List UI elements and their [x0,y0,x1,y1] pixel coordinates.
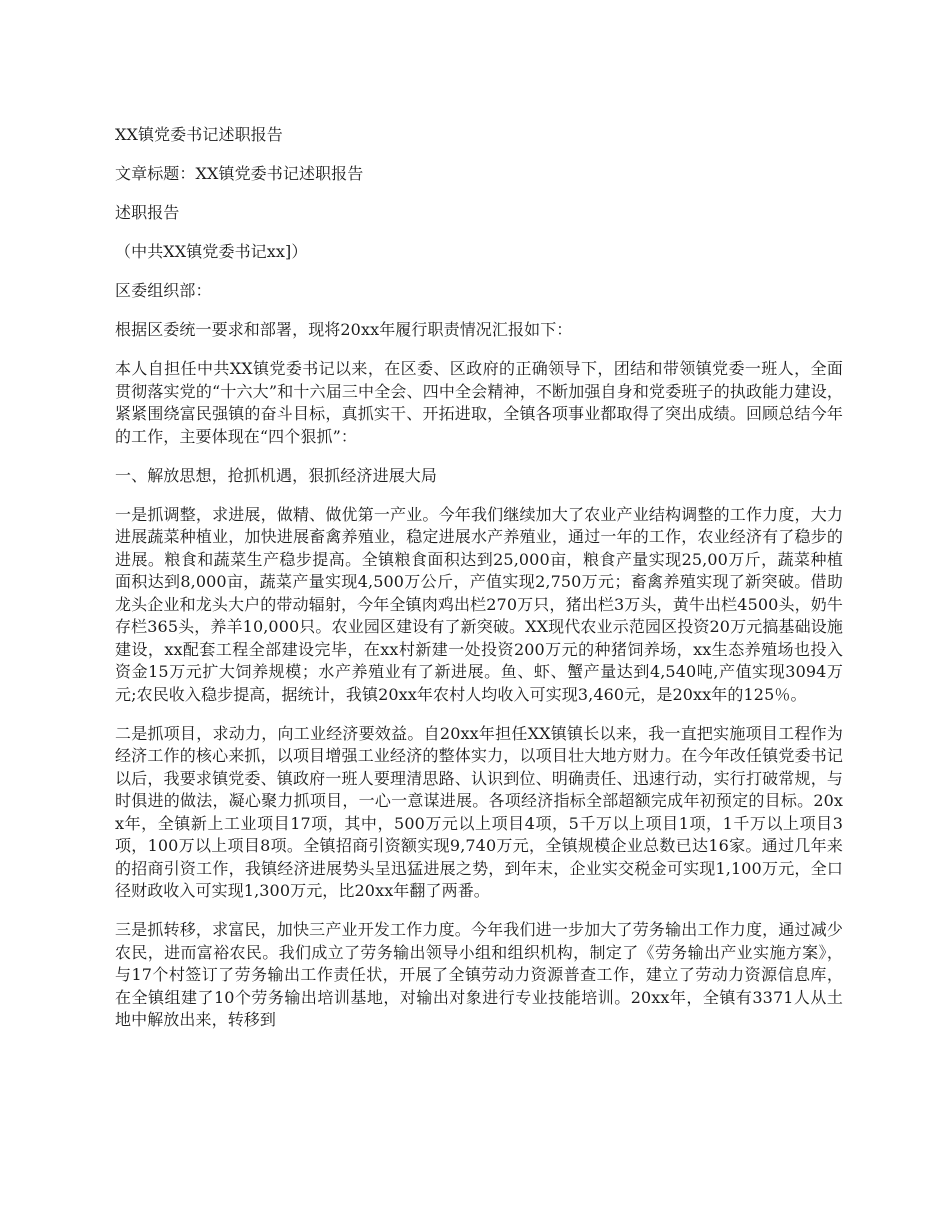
article-title: 文章标题：XX镇党委书记述职报告 [115,164,364,183]
agriculture-paragraph: 一是抓调整，求进展，做精、做优第一产业。今年我们继续加大了农业产业结构调整的工作力度，大力进展蔬菜种植业，加快进展畜禽养殖业，稳定进展水产养殖业，通过一年的工作，农业经济有了稳步的进展。粮食和蔬菜生产稳步提高。全镇粮食面积达到25,000亩，粮食产量实现25,00万斤，蔬菜种植面积达到8,000亩，蔬菜产量实现4,500万公斤，产值实现2,750万元；畜禽养殖实现了新突破。借助龙头企业和龙头大户的带动辐射，今年全镇肉鸡出栏270万只，猪出栏3万头，黄牛出栏4500头，奶牛存栏365头，养羊10,000只。农业园区建设有了新突破。XX现代农业示范园区投资20万元搞基础设施建设，xx配套工程全部建设完毕，在xx村新建一处投资200万元的种猪饲养场，xx生态养殖场也投入资金15万元扩大饲养规模；水产养殖业有了新进展。鱼、虾、蟹产量达到4,540吨,产值实现3094万元;农民收入稳步提高，据统计，我镇20xx年农村人均收入可实现3,460元，是20xx年的125％。 [115,504,843,704]
intro-paragraph: 根据区委统一要求和部署，现将20xx年履行职责情况汇报如下： [115,320,573,339]
section-heading: 一、解放思想，抢抓机遇，狠抓经济进展大局 [115,465,438,485]
recipient-line: 区委组织部： [115,281,212,300]
document-page [115,124,843,1048]
document-title: XX镇党委书记述职报告 [115,125,283,144]
industry-paragraph: 二是抓项目，求动力，向工业经济要效益。自20xx年担任XX镇镇长以来，我一直把实施项目工程作为经济工作的核心来抓，以项目增强工业经济的整体实力，以项目壮大地方财力。在今年改任镇党委书记以后，我要求镇党委、镇政府一班人要理清思路、认识到位、明确责任、迅速行动，实行打破常规，与时俱进的做法，凝心聚力抓项目，一心一意谋进展。各项经济指标全部超额完成年初预定的目标。20xx年，全镇新上工业项目17项，其中，500万元以上项目4项，5千万以上项目1项，1千万以上项目3项，100万以上项目8项。全镇招商引资额实现9,740万元，全镇规模企业总数已达16家。通过几年来的招商引资工作，我镇经济进展势头呈迅猛进展之势，到年末，企业实交税金可实现1,100万元，全口径财政收入可实现1,300万元，比20xx年翻了两番。 [115,723,843,900]
document-subtitle: 述职报告 [115,203,180,222]
labor-paragraph: 三是抓转移，求富民，加快三产业开发工作力度。今年我们进一步加大了劳务输出工作力度，通过减少农民，进而富裕农民。我们成立了劳务输出领导小组和组织机构，制定了《劳务输出产业实施方案》，与17个村签订了劳务输出工作责任状，开展了全镇劳动力资源普查工作，建立了劳动力资源信息库，在全镇组建了10个劳务输出培训基地，对输出对象进行专业技能培训。20xx年，全镇有3371人从土地中解放出来，转移到 [115,920,843,1029]
author-line: （中共XX镇党委书记xx]） [115,242,308,261]
overview-paragraph: 本人自担任中共XX镇党委书记以来，在区委、区政府的正确领导下，团结和带领镇党委一班人，全面贯彻落实党的“十六大”和十六届三中全会、四中全会精神，不断加强自身和党委班子的执政能力建设，紧紧围绕富民强镇的奋斗目标，真抓实干、开拓进取，全镇各项事业都取得了突出成绩。回顾总结今年的工作，主要体现在“四个狠抓”： [115,359,843,446]
